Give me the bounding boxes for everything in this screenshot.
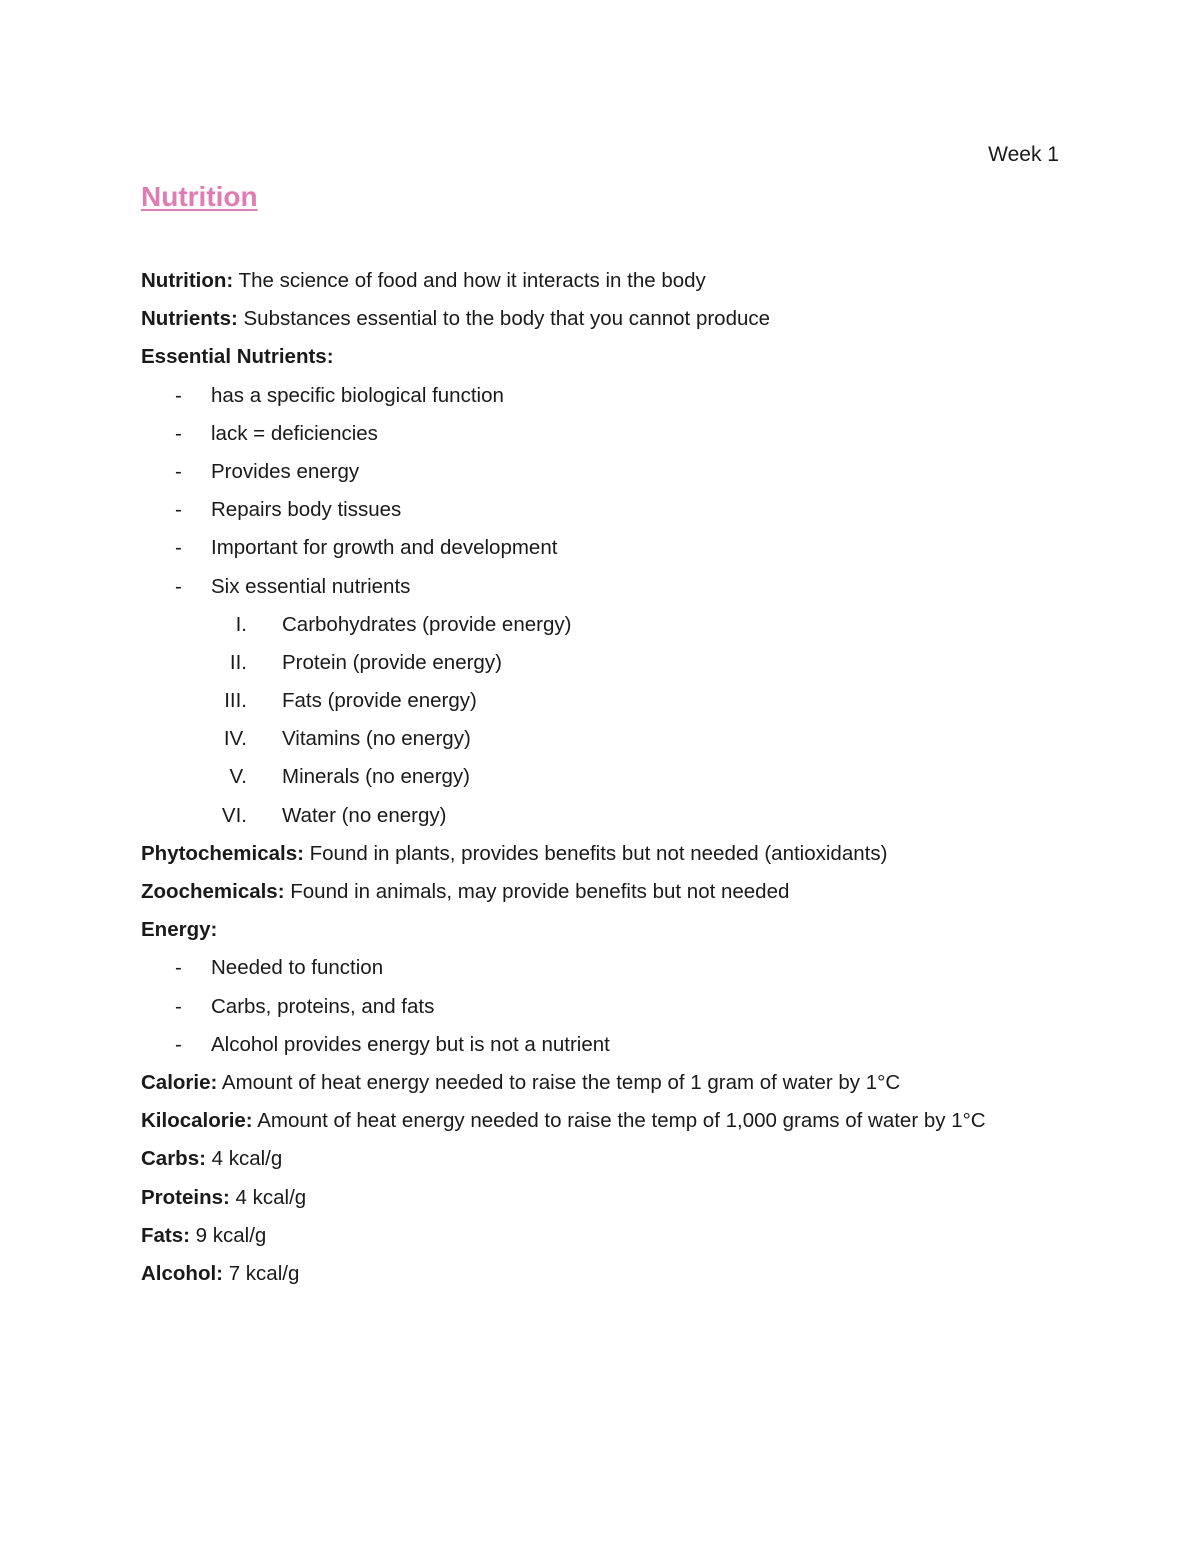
bullet-dash: - [175, 994, 182, 1018]
bullet-text: Needed to function [211, 956, 384, 980]
bullet-text: lack = deficiencies [211, 421, 378, 445]
numbered-text: Protein (provide energy) [282, 650, 502, 674]
numbered-item [141, 606, 1101, 644]
term-label: Nutrition: [141, 269, 234, 292]
numbered-text: Minerals (no energy) [282, 765, 470, 789]
bullet-text: Provides energy [211, 459, 360, 483]
numbered-item [141, 720, 1101, 758]
numbered-item [141, 758, 1101, 796]
list-item [141, 529, 1101, 567]
definition-nutrients [141, 300, 1101, 338]
bullet-dash: - [175, 498, 182, 522]
bullet-text: Repairs body tissues [211, 498, 402, 522]
term-label: Energy: [141, 918, 218, 942]
numbered-text: Fats (provide energy) [282, 689, 477, 713]
bullet-text: Alcohol provides energy but is not a nutrient [211, 1032, 610, 1056]
roman-numeral: III. [224, 689, 247, 713]
list-item [141, 949, 1101, 987]
list-item [141, 415, 1101, 453]
bullet-dash: - [175, 536, 182, 560]
definition-fats [141, 1217, 1101, 1255]
term-label: Proteins: [141, 1185, 230, 1209]
numbered-item [141, 682, 1101, 720]
numbered-text: Vitamins (no energy) [282, 727, 471, 751]
bullet-text: Important for growth and development [211, 536, 558, 560]
definition-phytochemicals [141, 835, 1101, 873]
list-item [141, 1026, 1101, 1064]
definition-zoochemicals [141, 873, 1101, 911]
list-item [141, 988, 1101, 1026]
term-label: Fats: [141, 1223, 190, 1247]
roman-numeral: IV. [223, 727, 247, 751]
term-label: Zoochemicals: [141, 880, 285, 903]
definition-text: Amount of heat energy needed to raise the temp of 1 gram of water by 1°C [217, 1070, 901, 1094]
page-title: Nutrition [141, 181, 258, 212]
notes-body [141, 262, 1101, 1293]
week-label: Week 1 [988, 143, 1059, 166]
bullet-dash: - [175, 1032, 182, 1056]
definition-calorie [141, 1064, 1101, 1102]
bullet-dash: - [175, 574, 182, 598]
term-label: Alcohol: [141, 1261, 223, 1285]
bullet-text: has a specific biological function [211, 383, 504, 407]
numbered-text: Water (no energy) [282, 803, 447, 827]
numbered-text: Carbohydrates (provide energy) [282, 612, 572, 636]
term-label: Phytochemicals: [141, 841, 304, 865]
definition-text: Substances essential to the body that you cannot produce [237, 307, 771, 331]
definition-text: Amount of heat energy needed to raise the temp of 1,000 grams of water by 1°C [252, 1109, 986, 1133]
definition-text: The science of food and how it interacts in the body [233, 269, 706, 292]
definition-nutrition [141, 262, 1101, 300]
definition-carbs [141, 1140, 1101, 1178]
definition-essential-nutrients [141, 338, 1101, 376]
bullet-dash: - [175, 383, 182, 407]
list-item [141, 491, 1101, 529]
term-label: Essential Nutrients: [141, 345, 334, 369]
bullet-text: Six essential nutrients [211, 574, 411, 598]
numbered-item [141, 644, 1101, 682]
roman-numeral: V. [229, 765, 247, 789]
definition-text: 7 kcal/g [223, 1261, 300, 1285]
definition-alcohol [141, 1255, 1101, 1293]
definition-text: 9 kcal/g [189, 1223, 267, 1247]
definition-text: Found in animals, may provide benefits but not needed [284, 880, 790, 903]
term-label: Calorie: [141, 1070, 218, 1094]
bullet-text: Carbs, proteins, and fats [211, 994, 435, 1018]
list-item [141, 453, 1101, 491]
list-item [141, 377, 1101, 415]
bullet-dash: - [175, 956, 182, 980]
definition-kilocalorie [141, 1102, 1101, 1140]
term-label: Nutrients: [141, 307, 238, 331]
definition-proteins [141, 1179, 1101, 1217]
definition-energy [141, 911, 1101, 949]
roman-numeral: I. [235, 612, 247, 636]
term-label: Kilocalorie: [141, 1109, 253, 1133]
definition-text: 4 kcal/g [229, 1185, 307, 1209]
roman-numeral: II. [229, 650, 247, 674]
definition-text: 4 kcal/g [205, 1147, 283, 1171]
numbered-item [141, 797, 1101, 835]
definition-text: Found in plants, provides benefits but not needed (antioxidants) [303, 841, 888, 865]
term-label: Carbs: [141, 1147, 206, 1171]
bullet-dash: - [175, 421, 182, 445]
list-item [141, 568, 1101, 606]
bullet-dash: - [175, 459, 182, 483]
roman-numeral: VI. [221, 803, 247, 827]
